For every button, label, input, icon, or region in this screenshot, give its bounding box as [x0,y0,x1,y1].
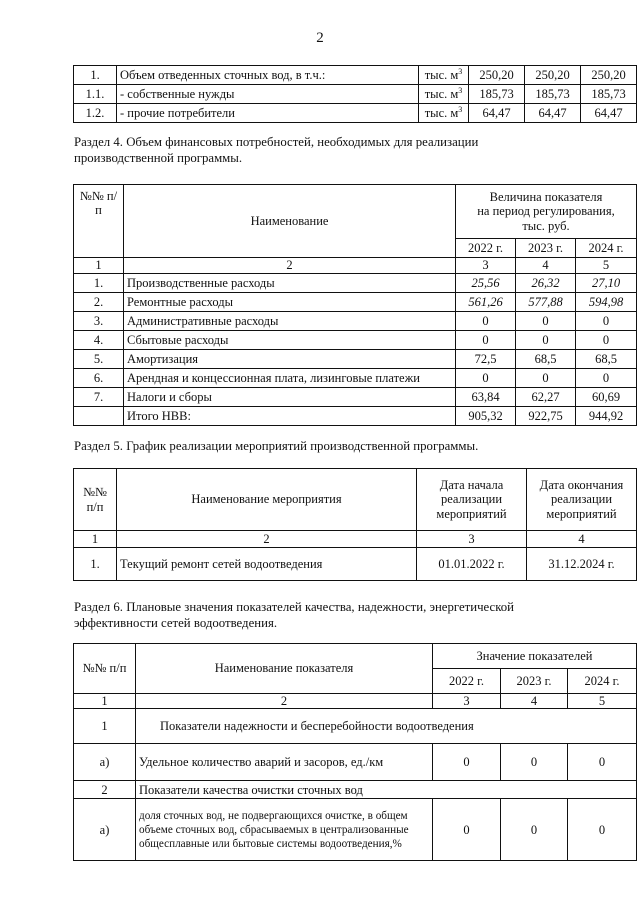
row-number: 1.1. [74,85,117,104]
column-number: 1 [74,531,117,548]
row-number [74,407,124,426]
table-row [74,350,637,369]
value-cell: 0 [433,744,501,781]
value-cell: 0 [433,799,501,861]
row-name: Производственные расходы [124,274,456,293]
end-date: 31.12.2024 г. [527,548,637,581]
row-number: 6. [74,369,124,388]
column-numbers-row [74,258,637,274]
caption-line: Раздел 4. Объем финансовых потребностей, необходимых для реализации [74,135,479,149]
column-number: 4 [527,531,637,548]
column-header-number: №№ п/п [74,644,136,694]
value-cell: 0 [501,744,568,781]
column-number: 3 [456,258,516,274]
table-row [74,312,637,331]
value-cell: 64,47 [469,104,525,123]
indicators-table [73,643,637,861]
header-line: Величина показателя [489,189,603,204]
year-header: 2023 г. [516,239,576,258]
value-cell: 0 [576,312,637,331]
value-cell: 68,5 [516,350,576,369]
page-number: 2 [316,30,324,46]
column-number: 2 [136,694,433,709]
header-line: тыс. руб. [522,218,570,233]
row-name: Амортизация [124,350,456,369]
row-name: - прочие потребители [117,104,419,123]
column-header-number: №№ п/п [74,185,124,258]
column-header-name: Наименование [124,185,456,258]
header-line: мероприятий [436,506,507,521]
row-number: 4. [74,331,124,350]
value-cell: 60,69 [576,388,637,407]
value-cell: 594,98 [576,293,637,312]
value-cell: 64,47 [525,104,581,123]
section5-caption: Раздел 5. График реализации мероприятий производственной программы. [74,439,479,453]
unit-cell: тыс. $м^3$ [419,66,469,85]
row-name: Объем отведенных сточных вод, в т.ч.: [117,66,419,85]
total-row [74,407,637,426]
column-number: 5 [576,258,637,274]
column-number: 4 [501,694,568,709]
column-header-start [417,469,527,531]
section4-caption [74,135,634,167]
year-header: 2023 г. [501,669,568,694]
table-row [74,274,637,293]
table-row [74,331,637,350]
value-cell: 922,75 [516,407,576,426]
row-number: 5. [74,350,124,369]
schedule-table [73,468,637,581]
financial-needs-table [73,184,637,426]
column-number: 2 [117,531,417,548]
group-row [74,709,637,744]
row-number: 1. [74,274,124,293]
value-cell: 250,20 [525,66,581,85]
table-row [74,66,637,85]
row-number: а) [74,799,136,861]
table-row [74,85,637,104]
table-row [74,369,637,388]
value-cell: 0 [456,312,516,331]
row-name: Арендная и концессионная плата, лизинговые платежи [124,369,456,388]
row-name: Удельное количество аварий и засоров, ед./км [136,744,433,781]
value-cell: 64,47 [581,104,637,123]
year-header: 2024 г. [576,239,637,258]
group-number: 1 [74,709,136,744]
value-cell: 63,84 [456,388,516,407]
value-cell: 944,92 [576,407,637,426]
unit-cell: тыс. $м^3$ [419,85,469,104]
row-name: Сбытовые расходы [124,331,456,350]
row-number: 1. [74,548,117,581]
row-name: Налоги и сборы [124,388,456,407]
header-line: реализации [550,492,613,507]
column-header-end [527,469,637,531]
value-cell: 577,88 [516,293,576,312]
value-cell: 0 [576,369,637,388]
value-cell: 0 [576,331,637,350]
value-cell: 185,73 [581,85,637,104]
table-row [74,744,637,781]
table-row [74,293,637,312]
header-line: Дата окончания [539,477,624,492]
value-cell: 561,26 [456,293,516,312]
header-line: мероприятий [546,506,617,521]
column-number: 1 [74,694,136,709]
table-row [74,388,637,407]
value-cell: 27,10 [576,274,637,293]
value-cell: 0 [456,369,516,388]
value-cell: 72,5 [456,350,516,369]
header-row [74,644,637,669]
value-cell: 905,32 [456,407,516,426]
row-name: Текущий ремонт сетей водоотведения [117,548,417,581]
value-cell: 0 [516,369,576,388]
column-number: 2 [124,258,456,274]
value-cell: 62,27 [516,388,576,407]
row-name: Итого НВВ: [124,407,456,426]
row-number: 2. [74,293,124,312]
row-number: 7. [74,388,124,407]
column-number: 3 [417,531,527,548]
group-number: 2 [74,781,136,799]
table-row [74,799,637,861]
row-name: доля сточных вод, не подвергающихся очистке, в общем объеме сточных вод, сбрасываемых в централизованные общесплавные или бытовые системы водоотведения,% [136,799,433,861]
row-number: 1.2. [74,104,117,123]
year-header: 2022 г. [433,669,501,694]
value-cell: 0 [568,744,637,781]
column-number: 5 [568,694,637,709]
caption-line: эффективности сетей водоотведения. [74,615,278,630]
group-row [74,781,637,799]
caption-line: Раздел 6. Плановые значения показателей качества, надежности, энергетической [74,600,515,614]
start-date: 01.01.2022 г. [417,548,527,581]
value-cell: 68,5 [576,350,637,369]
column-header-name: Наименование показателя [136,644,433,694]
table-row [74,548,637,581]
value-cell: 0 [456,331,516,350]
column-numbers-row [74,531,637,548]
value-cell: 25,56 [456,274,516,293]
table-row [74,104,637,123]
row-number: 1. [74,66,117,85]
row-name: - собственные нужды [117,85,419,104]
wastewater-volume-table [73,65,637,123]
column-number: 1 [74,258,124,274]
header-line: на период регулирования, [477,204,615,219]
column-header-value [456,185,637,239]
column-number: 3 [433,694,501,709]
value-cell: 185,73 [525,85,581,104]
row-number: 3. [74,312,124,331]
header-row [74,469,637,531]
column-header-number: №№ п/п [74,469,117,531]
value-cell: 0 [516,331,576,350]
row-name: Ремонтные расходы [124,293,456,312]
column-numbers-row [74,694,637,709]
section6-caption [74,600,636,632]
value-cell: 250,20 [469,66,525,85]
value-cell: 0 [568,799,637,861]
column-header-name: Наименование мероприятия [117,469,417,531]
year-header: 2024 г. [568,669,637,694]
row-name: Административные расходы [124,312,456,331]
unit-cell: тыс. $м^3$ [419,104,469,123]
header-line: Дата начала [439,477,504,492]
caption-line: производственной программы. [74,150,243,165]
group-name: Показатели надежности и бесперебойности водоотведения [136,709,637,744]
group-name: Показатели качества очистки сточных вод [136,781,637,799]
column-header-value: Значение показателей [433,644,637,669]
value-cell: 250,20 [581,66,637,85]
year-header: 2022 г. [456,239,516,258]
value-cell: 0 [516,312,576,331]
value-cell: 26,32 [516,274,576,293]
header-line: реализации [440,492,503,507]
header-row [74,185,637,239]
value-cell: 0 [501,799,568,861]
column-number: 4 [516,258,576,274]
value-cell: 185,73 [469,85,525,104]
row-number: а) [74,744,136,781]
